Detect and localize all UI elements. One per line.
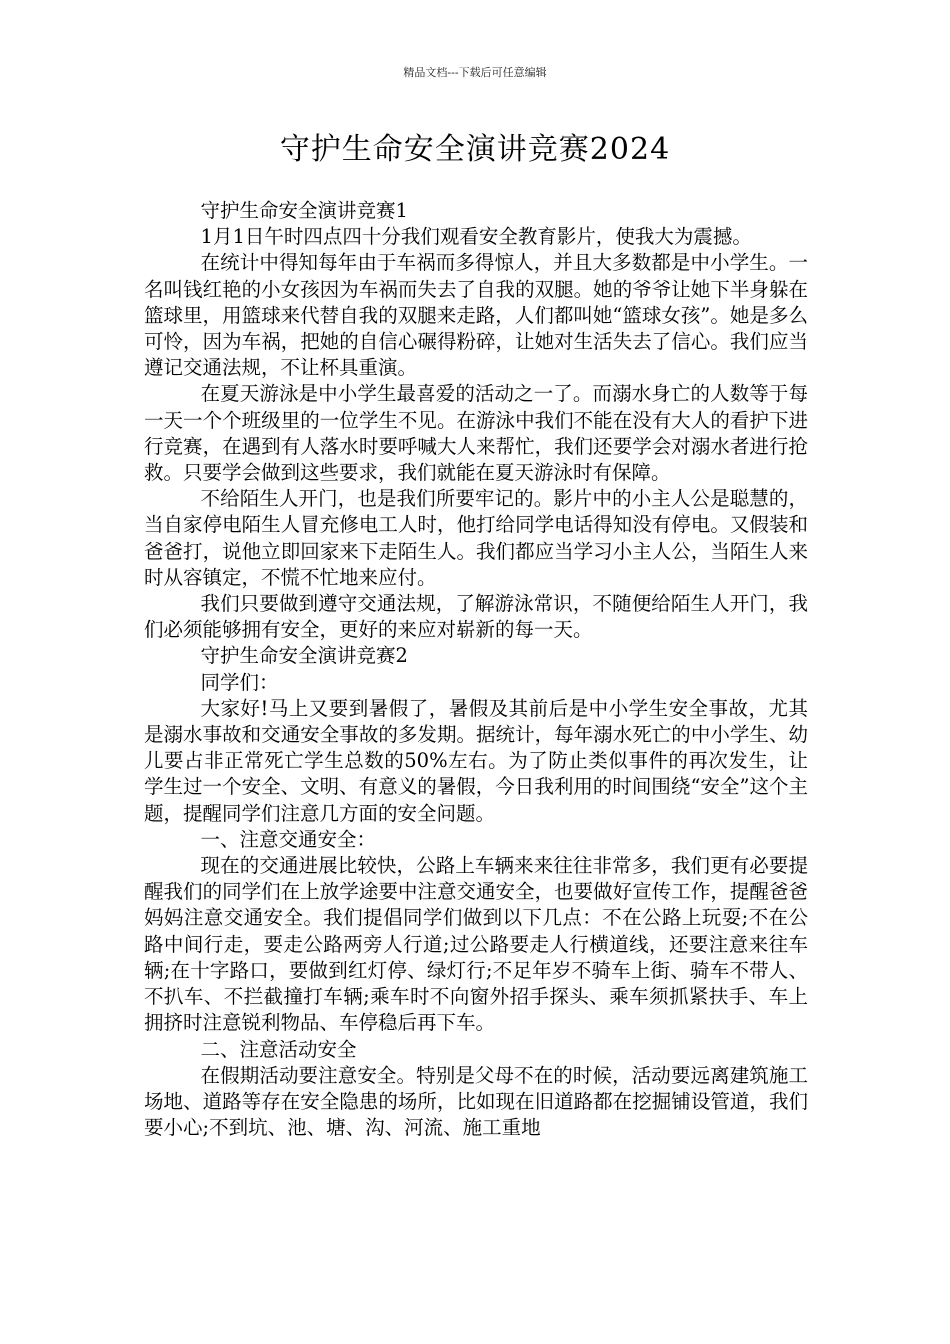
subheading-activity-safety: 二、注意活动安全	[200, 1037, 357, 1061]
section-heading-2: 守护生命安全演讲竞赛2	[200, 644, 408, 668]
paragraph: 不给陌生人开门，也是我们所要牢记的。影片中的小主人公是聪慧的，当自家停电陌生人冒充修电工人时，他打给同学电话得知没有停电。又假装和爸爸打，说他立即回家来下走陌生人。我们都应当学习小主人公，当陌生人来时从容镇定，不慌不忙地来应付。	[144, 487, 808, 589]
subheading-traffic-safety: 一、注意交通安全：	[200, 827, 377, 851]
paragraph: 1月1日午时四点四十分我们观看安全教育影片，使我大为震撼。	[200, 225, 752, 249]
header-note: 精品文档---下载后可任意编辑	[403, 66, 547, 79]
paragraph: 在假期活动要注意安全。特别是父母不在的时候，活动要远离建筑施工场地、道路等存在安全隐患的场所，比如现在旧道路都在挖掘铺设管道，我们要小心;不到坑、池、塘、沟、河流、施工重地	[144, 1063, 808, 1140]
paragraph: 在夏天游泳是中小学生最喜爱的活动之一了。而溺水身亡的人数等于每一天一个个班级里的一位学生不见。在游泳中我们不能在没有大人的看护下进行竞赛，在遇到有人落水时要呼喊大人来帮忙，我们还要学会对溺水者进行抢救。只要学会做到这些要求，我们就能在夏天游泳时有保障。	[144, 382, 808, 485]
salutation: 同学们：	[200, 670, 279, 694]
paragraph: 我们只要做到遵守交通法规，了解游泳常识，不随便给陌生人开门，我们必须能够拥有安全，更好的来应对崭新的每一天。	[144, 592, 808, 642]
paragraph: 现在的交通进展比较快，公路上车辆来来往往非常多，我们更有必要提醒我们的同学们在上放学途要中注意交通安全，也要做好宣传工作，提醒爸爸妈妈注意交通安全。我们提倡同学们做到以下几点：不在公路上玩耍;不在公路中间行走，要走公路两旁人行道;过公路要走人行横道线，还要注意来往车辆;在十字路口，要做到红灯停、绿灯行;不足年岁不骑车上街、骑车不带人、不扒车、不拦截撞打车辆;乘车时不向窗外招手探头、乘车须抓紧扶手、车上拥挤时注意锐利物品、车停稳后再下车。	[144, 854, 808, 1035]
paragraph: 在统计中得知每年由于车祸而多得惊人，并且大多数都是中小学生。一名叫钱红艳的小女孩因为车祸而失去了自我的双腿。她的爷爷让她下半身躲在篮球里，用篮球来代替自我的双腿来走路，人们都叫她“篮球女孩”。她是多么可怜，因为车祸，把她的自信心碾得粉碎，让她对生活失去了信心。我们应当遵记交通法规，不让杯具重演。	[144, 251, 808, 380]
document-title: 守护生命安全演讲竞赛2024	[279, 132, 671, 167]
document-body	[144, 198, 808, 1141]
section-heading-1: 守护生命安全演讲竞赛1	[200, 199, 408, 222]
paragraph: 大家好!马上又要到暑假了，暑假及其前后是中小学生安全事故，尤其是溺水事故和交通安全事故的多发期。据统计，每年溺水死亡的中小学生、幼儿要占非正常死亡学生总数的50%左右。为了防止类似事件的再次发生，让学生过一个安全、文明、有意义的暑假，今日我利用的时间围绕“安全”这个主题，提醒同学们注意几方面的安全问题。	[144, 696, 808, 825]
